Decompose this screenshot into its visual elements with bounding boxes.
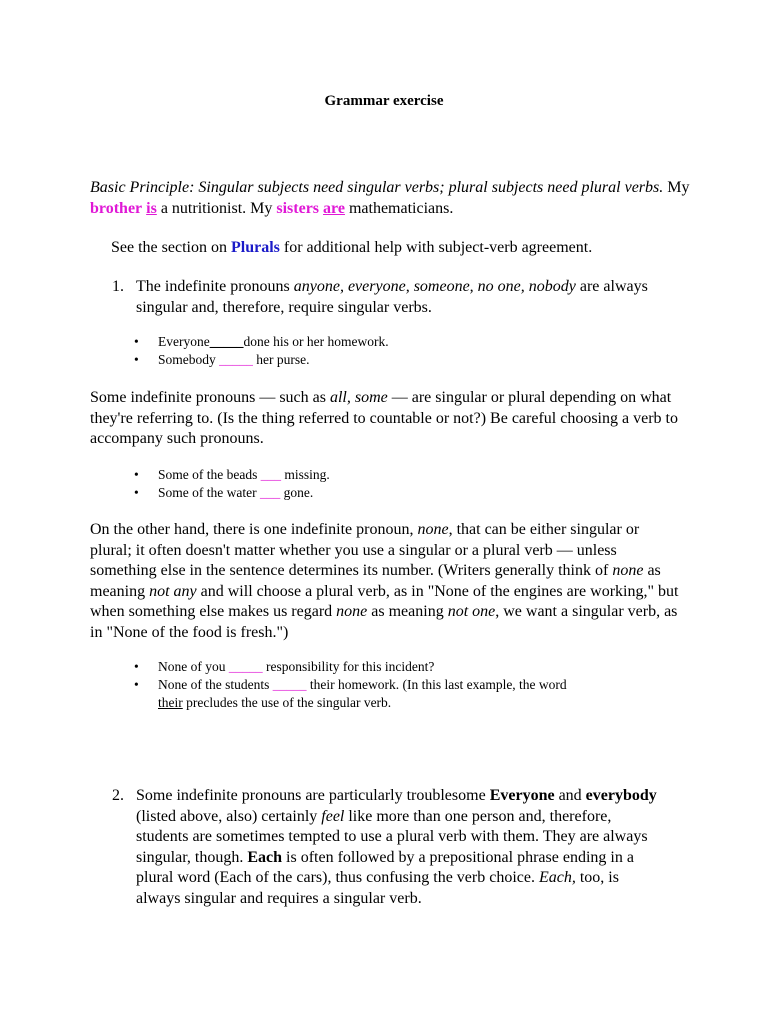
text: None of you [158,659,229,674]
text: missing. [280,467,330,482]
text: Some indefinite pronouns are particularly troublesome [136,787,490,804]
text: On the other hand, there is one indefinite pronoun, [90,521,418,538]
list-number: 1. [112,278,124,295]
text: a nutritionist. My [156,199,277,217]
bold-word: Everyone [489,787,555,804]
plurals-link[interactable]: Plurals [230,239,280,256]
text: done his or her homework. [243,334,389,349]
emphasis: not one [447,603,496,620]
text: The indefinite pronouns [136,278,294,295]
answer-blank[interactable]: ___ [260,467,281,482]
text: like more than one person and, therefore, students are sometimes tempted to use a plural verb with them. They are always singular, though. [136,807,648,866]
answer-blank[interactable]: _____ [228,659,263,674]
text: as meaning [90,562,661,600]
text: her purse. [252,352,310,367]
list-item-2 [112,786,666,909]
emphasis: not any [149,582,197,600]
list-item [158,466,598,484]
emphasis: Each, [538,869,576,886]
list-item [158,658,588,676]
bullet-list-2 [158,466,598,502]
text: None of the students [158,677,273,692]
text: gone. [280,485,314,500]
pronouns-list: anyone, everyone, someone, no one, nobody [293,278,576,295]
answer-blank[interactable]: _____ [219,352,253,367]
emphasis: none [336,603,368,620]
text: , that can be either singular or plural; it often doesn't matter whether you use a singular or a plural verb — unless something else in the sentence determines its number. (Writers generally think of [90,521,640,579]
text: Some indefinite pronouns — such as [90,389,330,406]
text: , we want a singular verb, as in "None of the food is fresh.") [90,603,678,641]
list-item [158,333,598,351]
text: responsibility for this incident? [262,659,435,674]
bullet-list-3 [158,658,588,712]
emphasis: none [417,521,449,538]
list-item [158,676,588,712]
sisters-word: sisters [276,199,320,217]
list-item [158,484,598,502]
text: and will choose a plural verb, as in "None of the engines are working," but when something else makes us regard [90,582,679,620]
emphasis: none [612,562,644,579]
brother-word: brother [90,199,143,217]
answer-blank[interactable]: _____ [209,334,244,349]
text: Some of the water [158,485,260,500]
text: mathematicians. [344,199,454,217]
text: too, is always singular and requires a singular verb. [136,869,619,907]
page-title: Grammar exercise [324,93,444,109]
answer-blank[interactable]: _____ [272,677,307,692]
text: Everyone [158,334,210,349]
text: (listed above, also) certainly [136,807,322,825]
text: for additional help with subject-verb agreement. [279,239,593,256]
bold-word: Each [247,848,283,866]
emphasis: feel [321,807,345,825]
see-section-paragraph [111,238,711,259]
is-word: is [146,199,157,217]
are-word: are [323,199,345,217]
principle-label: Basic Principle: Singular subjects need singular verbs; plural subjects need plural verbs. [90,179,664,196]
none-pronoun-paragraph [90,520,682,643]
some-pronouns-paragraph [90,388,680,450]
text: precludes the use of the singular verb. [182,695,392,710]
text: Some of the beads [158,467,261,482]
their-word: their [158,695,183,710]
bold-word: everybody [585,787,657,804]
text: See the section on [111,239,231,256]
bullet-list-1 [158,333,598,369]
answer-blank[interactable]: ___ [259,485,281,500]
text: Somebody [158,352,220,367]
text: as meaning [367,603,448,620]
text: is often followed by a prepositional phrase ending in a plural word (Each of the cars), thus confusing the verb choice. [136,848,634,886]
text: are always singular and, therefore, require singular verbs. [136,278,648,316]
text: and [554,787,586,804]
emphasis: all, some [329,389,388,406]
list-item-1 [112,277,696,318]
text: their homework. (In this last example, the word [306,677,567,692]
list-item [158,351,598,369]
basic-principle-paragraph [90,178,690,219]
list-number: 2. [112,787,124,804]
text: My [663,179,690,196]
text: — are singular or plural depending on what they're referring to. (Is the thing referred to countable or not?) Be careful choosing a verb to accompany such pronouns. [90,389,678,447]
